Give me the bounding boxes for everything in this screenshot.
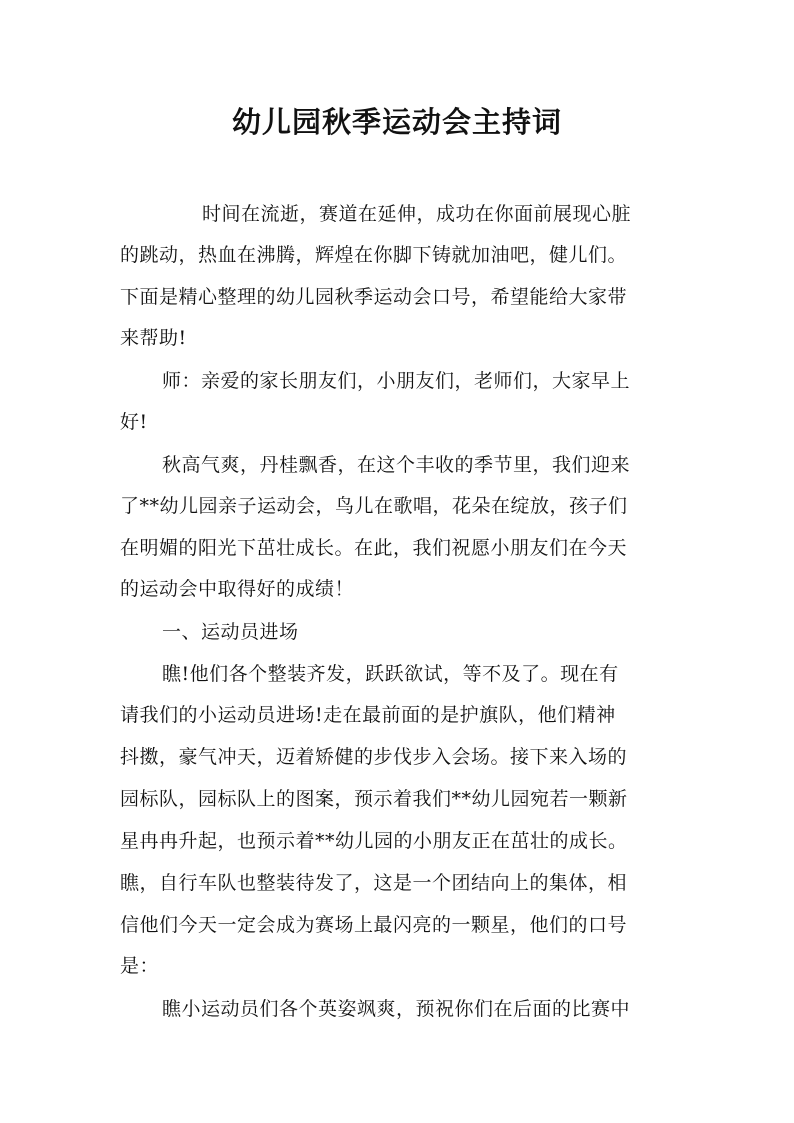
paragraph-line: 师：亲爱的家长朋友们，小朋友们，老师们，大家早上: [162, 370, 631, 392]
document-title: 幼儿园秋季运动会主持词: [231, 105, 562, 139]
paragraph-line: 是：: [120, 955, 160, 977]
paragraph-line: 来帮助!: [120, 327, 187, 349]
paragraph-line: 瞧小运动员们各个英姿飒爽，预祝你们在后面的比赛中: [162, 998, 631, 1020]
paragraph-line: 在明媚的阳光下茁壮成长。在此，我们祝愿小朋友们在今天: [120, 537, 628, 559]
paragraph-line: 时间在流逝，赛道在延伸，成功在你面前展现心脏: [202, 203, 632, 225]
paragraph-line: 抖擞，豪气冲天，迈着矫健的步伐步入会场。接下来入场的: [120, 746, 628, 768]
paragraph-line: 信他们今天一定会成为赛场上最闪亮的一颗星，他们的口号: [120, 914, 628, 936]
paragraph-line: 星冉冉升起，也预示着**幼儿园的小朋友正在茁壮的成长。: [120, 830, 628, 852]
paragraph-line: 了**幼儿园亲子运动会，鸟儿在歌唱，花朵在绽放，孩子们: [120, 495, 628, 517]
paragraph-line: 的跳动，热血在沸腾，辉煌在你脚下铸就加油吧，健儿们。: [120, 244, 628, 266]
paragraph-line: 瞧，自行车队也整装待发了，这是一个团结向上的集体，相: [120, 872, 628, 894]
section-heading: 一、运动员进场: [162, 621, 299, 643]
paragraph-line: 秋高气爽，丹桂飘香，在这个丰收的季节里，我们迎来: [162, 454, 631, 476]
paragraph-line: 的运动会中取得好的成绩！: [120, 578, 355, 600]
paragraph-line: 下面是精心整理的幼儿园秋季运动会口号，希望能给大家带: [120, 286, 628, 308]
paragraph-line: 好!: [120, 411, 148, 433]
paragraph-line: 园标队，园标队上的图案，预示着我们**幼儿园宛若一颗新: [120, 788, 628, 810]
paragraph-line: 瞧!他们各个整装齐发，跃跃欲试，等不及了。现在有: [162, 663, 619, 685]
paragraph-line: 请我们的小运动员进场!走在最前面的是护旗队，他们精神: [120, 704, 616, 726]
